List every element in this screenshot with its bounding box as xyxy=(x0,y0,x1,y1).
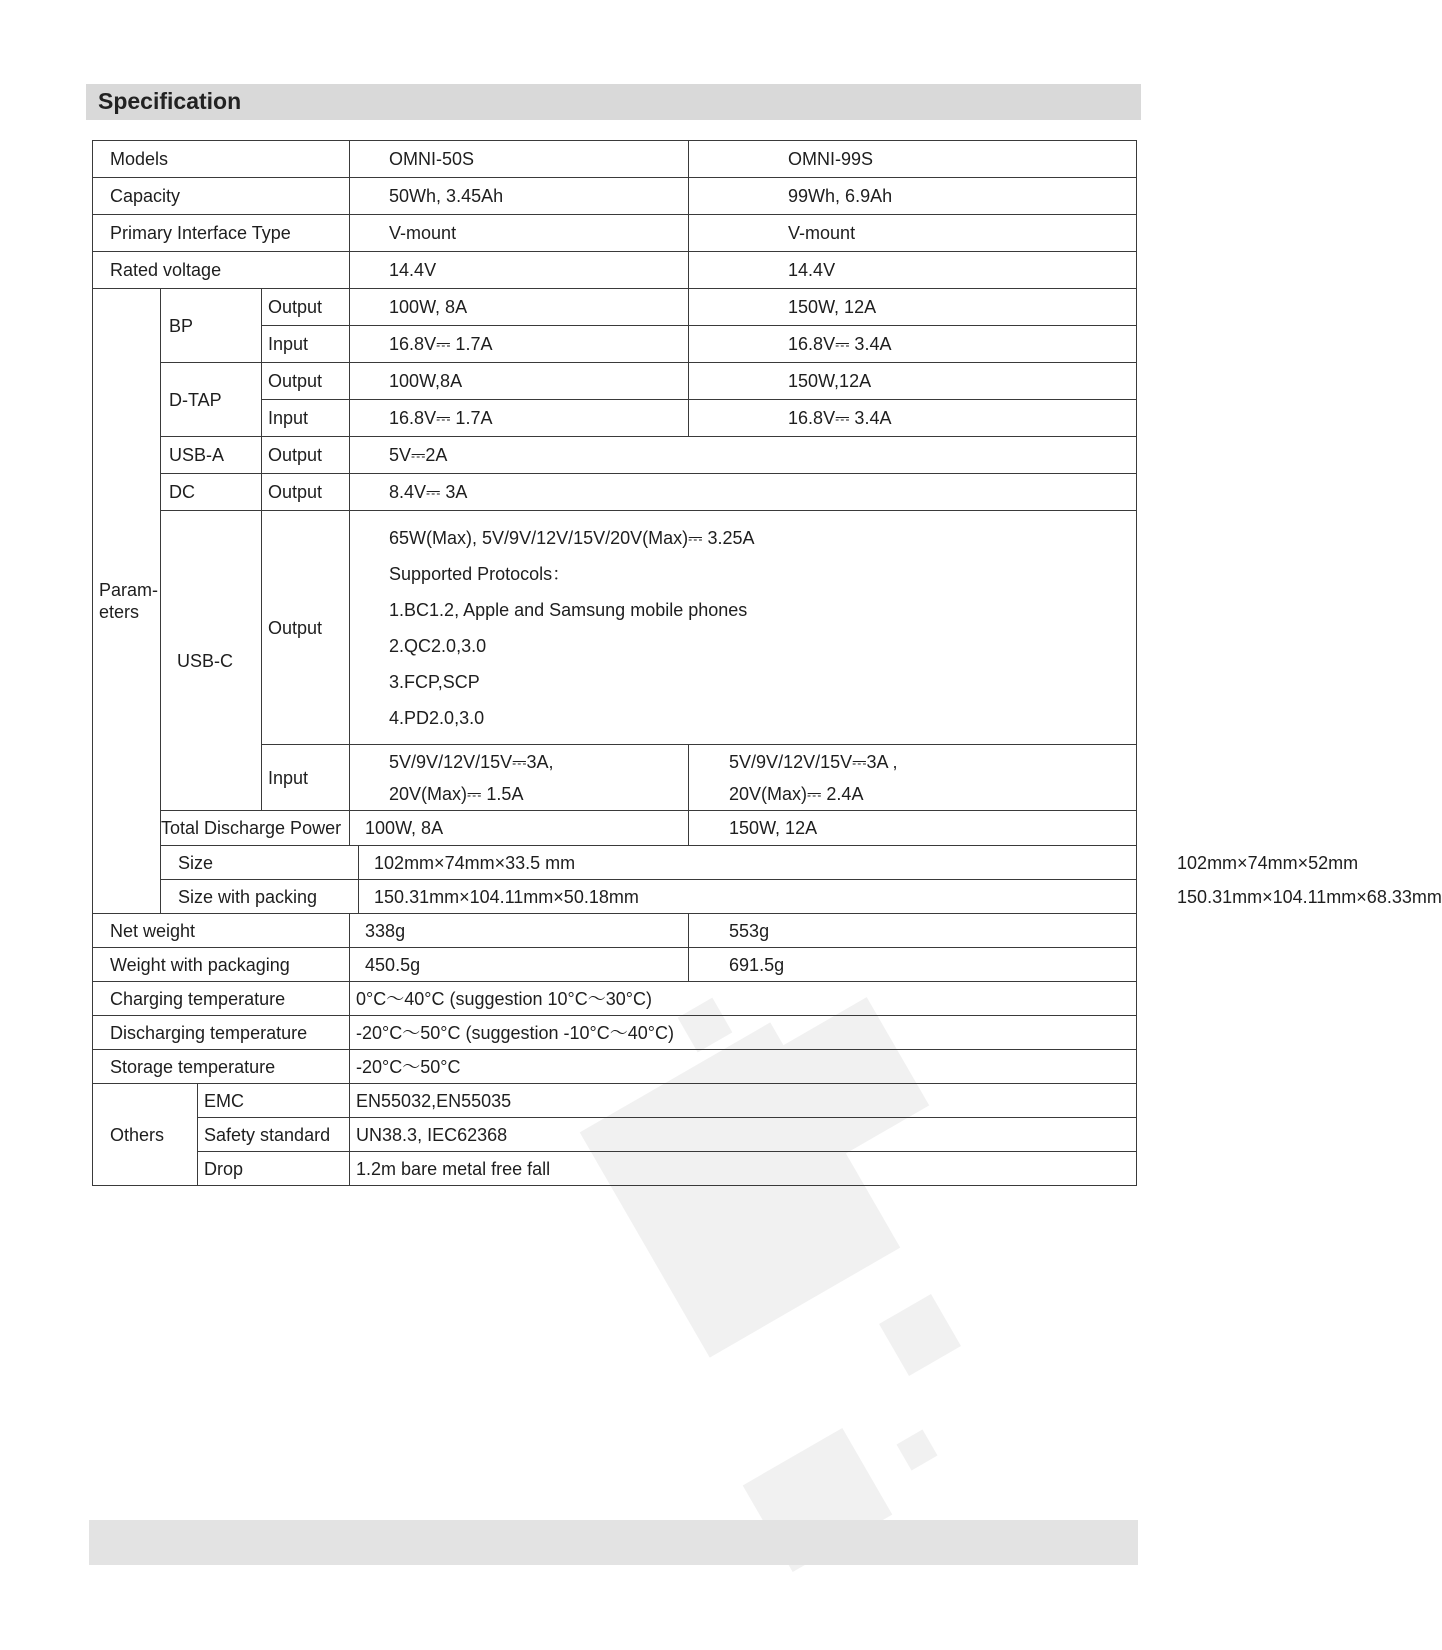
cell-model-b: 553g xyxy=(689,914,1137,948)
port-name: D-TAP xyxy=(161,363,262,437)
table-row xyxy=(93,914,1137,948)
row-label: EMC xyxy=(198,1084,350,1118)
direction-label: Input xyxy=(262,745,350,811)
cell-model-a: 150.31mm×104.11mm×50.18mm xyxy=(359,880,1137,914)
cell-model-a: 102mm×74mm×33.5 mm xyxy=(359,846,1137,880)
cell-shared: EN55032,EN55035 xyxy=(350,1084,1137,1118)
table-row xyxy=(93,1050,1137,1084)
watermark-shape xyxy=(897,1430,938,1471)
cell-model-a: 100W, 8A xyxy=(350,811,689,846)
cell-shared: 5V⎓2A xyxy=(350,437,1137,474)
cell-model-a: 100W,8A xyxy=(350,363,689,400)
others-label: Others xyxy=(93,1084,198,1186)
model-b-name: OMNI-99S xyxy=(689,141,1137,178)
table-row xyxy=(93,437,1137,474)
table-row xyxy=(93,1118,1137,1152)
row-label: Size xyxy=(161,846,359,880)
row-label: Charging temperature xyxy=(93,982,350,1016)
models-label: Models xyxy=(93,141,350,178)
row-label: Safety standard xyxy=(198,1118,350,1152)
direction-label: Output xyxy=(262,474,350,511)
watermark-shape xyxy=(879,1294,961,1376)
usbc-input-line: 5V/9V/12V/15V⎓3A, xyxy=(389,751,554,772)
cell-model-b: V-mount xyxy=(689,215,1137,252)
table-row xyxy=(93,1016,1137,1050)
usbc-input-line: 20V(Max)⎓ 1.5A xyxy=(389,783,524,804)
row-label: Size with packing xyxy=(161,880,359,914)
usbc-output-line: 2.QC2.0,3.0 xyxy=(389,635,487,656)
port-name: USB-A xyxy=(161,437,262,474)
section-header xyxy=(86,84,1141,120)
port-name: BP xyxy=(161,289,262,363)
cell-model-a: 338g xyxy=(350,914,689,948)
cell-shared: -20°C～50°C (suggestion -10°C～40°C) xyxy=(350,1016,1137,1050)
usbc-output-line: Supported Protocols： xyxy=(389,563,571,584)
table-row xyxy=(93,811,1137,846)
cell-model-a: 50Wh, 3.45Ah xyxy=(350,178,689,215)
footer-bar xyxy=(89,1520,1138,1565)
table-row xyxy=(93,474,1137,511)
cell-model-b: 99Wh, 6.9Ah xyxy=(689,178,1137,215)
row-label: Capacity xyxy=(93,178,350,215)
cell-shared: 1.2m bare metal free fall xyxy=(350,1152,1137,1186)
table-row xyxy=(93,1084,1137,1118)
table-row: Size 102mm×74mm×33.5 mm 102mm×74mm×52mm xyxy=(93,846,1137,880)
cell-model-a: 16.8V⎓ 1.7A xyxy=(350,400,689,437)
row-label: Rated voltage xyxy=(93,252,350,289)
row-label: Weight with packaging xyxy=(93,948,350,982)
spec-table xyxy=(92,140,1442,1186)
row-label: Total Discharge Power xyxy=(161,811,350,846)
cell-model-b: 16.8V⎓ 3.4A xyxy=(689,400,1137,437)
table-row xyxy=(93,363,1137,400)
cell-model-b: 691.5g xyxy=(689,948,1137,982)
cell-model-b: 150W,12A xyxy=(689,363,1137,400)
row-label: Net weight xyxy=(93,914,350,948)
row-label: Storage temperature xyxy=(93,1050,350,1084)
table-row xyxy=(93,948,1137,982)
direction-label: Output xyxy=(262,289,350,326)
usbc-output-line: 3.FCP,SCP xyxy=(389,671,480,692)
cell-model-a: 14.4V xyxy=(350,252,689,289)
cell-shared: 8.4V⎓ 3A xyxy=(350,474,1137,511)
row-label: Discharging temperature xyxy=(93,1016,350,1050)
cell-model-b: 16.8V⎓ 3.4A xyxy=(689,326,1137,363)
cell-model-a: 16.8V⎓ 1.7A xyxy=(350,326,689,363)
row-label: Primary Interface Type xyxy=(93,215,350,252)
section-title: Specification xyxy=(98,88,242,114)
table-row: Size with packing 150.31mm×104.11mm×50.18mm 150.31mm×104.11mm×68.33mm xyxy=(93,880,1137,914)
direction-label: Output xyxy=(262,363,350,400)
usbc-output-line: 4.PD2.0,3.0 xyxy=(389,707,485,728)
table-row xyxy=(93,252,1137,289)
cell-model-b: 14.4V xyxy=(689,252,1137,289)
cell-model-b: 150W, 12A xyxy=(689,289,1137,326)
table-row xyxy=(93,141,1137,178)
cell-model-a xyxy=(350,745,689,811)
port-name: DC xyxy=(161,474,262,511)
cell-model-a: 100W, 8A xyxy=(350,289,689,326)
cell-model-a: V-mount xyxy=(350,215,689,252)
table-row xyxy=(93,982,1137,1016)
table-row xyxy=(93,511,1137,745)
parameters-label: Param- eters xyxy=(93,289,161,914)
usbc-output-line: 65W(Max), 5V/9V/12V/15V/20V(Max)⎓ 3.25A xyxy=(389,527,755,548)
port-name: USB-C xyxy=(161,511,262,811)
table-row xyxy=(93,215,1137,252)
model-a-name: OMNI-50S xyxy=(350,141,689,178)
direction-label: Output xyxy=(262,511,350,745)
direction-label: Input xyxy=(262,326,350,363)
cell-model-b xyxy=(689,745,1137,811)
table-row xyxy=(93,1152,1137,1186)
row-label: Drop xyxy=(198,1152,350,1186)
usbc-output-line: 1.BC1.2, Apple and Samsung mobile phones xyxy=(389,599,748,620)
usbc-input-line: 5V/9V/12V/15V⎓3A , xyxy=(729,751,898,772)
cell-shared: -20°C～50°C xyxy=(350,1050,1137,1084)
table-row xyxy=(93,289,1137,326)
direction-label: Output xyxy=(262,437,350,474)
table-row xyxy=(93,178,1137,215)
cell-shared: UN38.3, IEC62368 xyxy=(350,1118,1137,1152)
usbc-input-line: 20V(Max)⎓ 2.4A xyxy=(729,783,864,804)
usbc-output-details xyxy=(350,511,1137,745)
cell-model-b: 150W, 12A xyxy=(689,811,1137,846)
cell-shared: 0°C～40°C (suggestion 10°C～30°C) xyxy=(350,982,1137,1016)
cell-model-a: 450.5g xyxy=(350,948,689,982)
direction-label: Input xyxy=(262,400,350,437)
